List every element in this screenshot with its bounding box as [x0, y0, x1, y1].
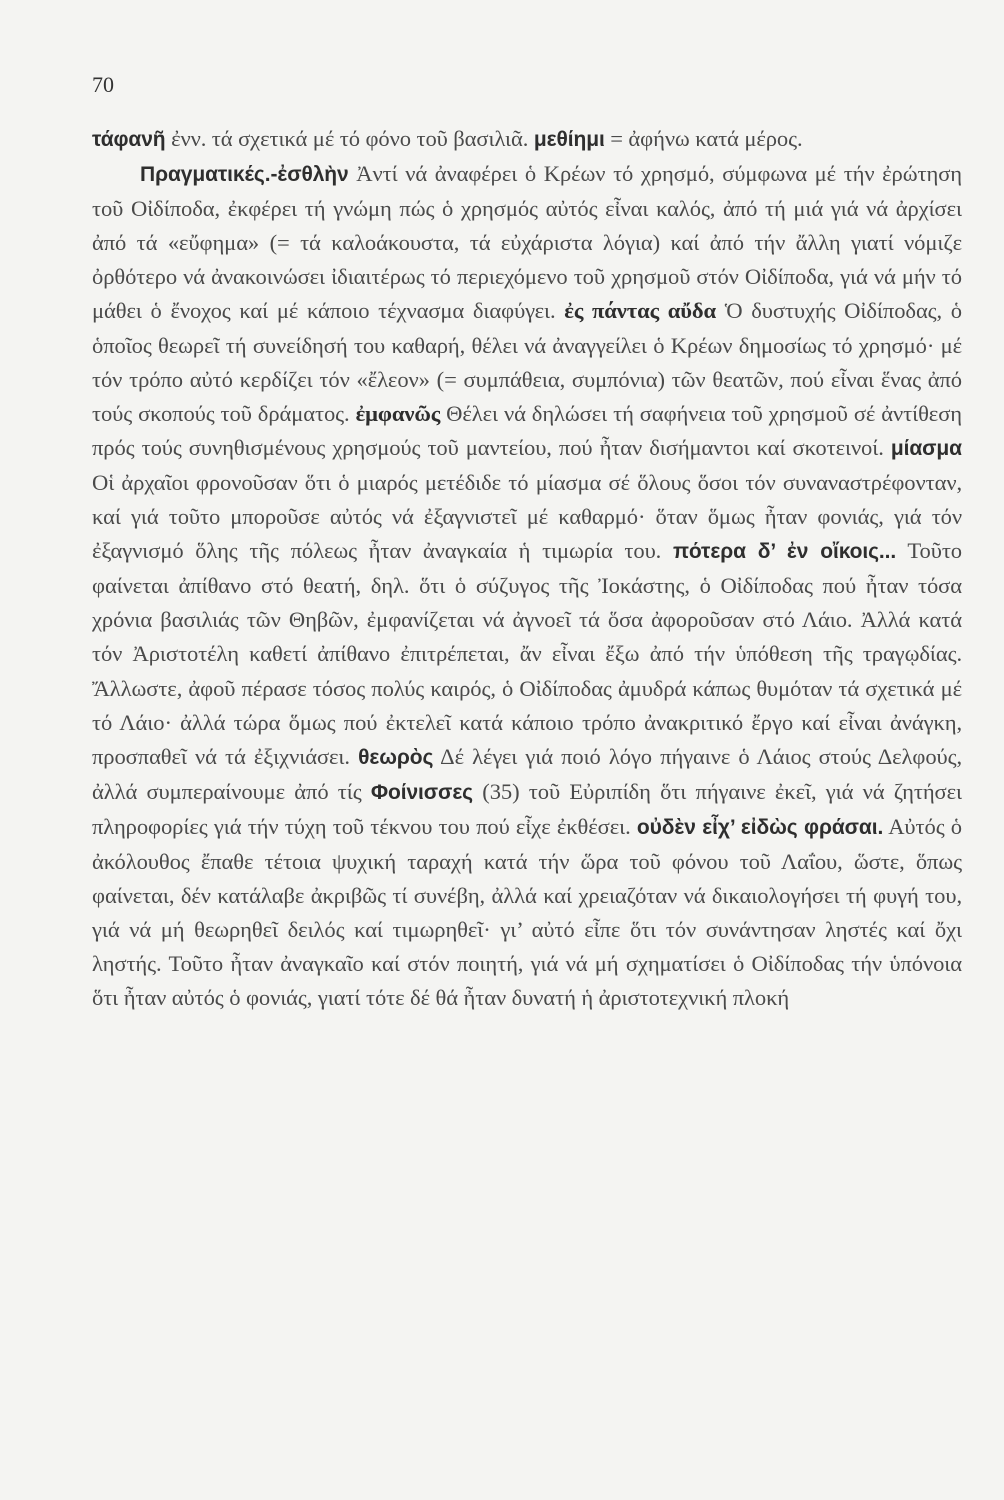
text-segment: Ἀντί νά ἀναφέρει ὁ Κρέων τό χρησμό, σύμφωνα μέ τήν ἐρώτηση τοῦ Οἰδίποδα, ἐκφέρει τή γνώμη πώς ὁ χρησμός αὐτός εἶναι καλός, ἀπό τή μιά γιά νά ἀρχίσει ἀπό τά «εὔφημα» (= τά καλοάκουστα, τά εὐχάριστα λόγια) καί ἀπό τήν ἄλλη γιατί νόμιζε ὀρθότερο νά ἀνακοινώσει ἰδιαιτέρως τό περιεχόμενο τοῦ χρησμοῦ στόν Οἰδίποδα, γιά νά μήν τό μάθει ὁ ἔνοχος καί μέ κάποιο τέχνασμα διαφύγει.	[92, 161, 962, 324]
text-segment: Οἱ ἀρχαῖοι φρονοῦσαν ὅτι ὁ μιαρός μετέδιδε τό μίασμα σέ ὅλους ὅσοι τόν συναναστρέφονταν, καί γιά τοῦτο μποροῦσε αὐτός νά ἐξαγνιστεῖ μέ καθαρμό· ὅταν ὅμως ἦταν φονιάς, γιά τόν ἐξαγνισμό ὅλης τῆς πόλεως ἦταν ἀναγκαία ἡ τιμωρία του.	[92, 469, 962, 564]
text-segment: Ὁ δυστυχής Οἰδίποδας, ὁ ὁποῖος θεωρεῖ τή συνείδησή του καθαρή, θέλει νά ἀναγγείλει ὁ Κρέων δημοσίως τό χρησμό· μέ τόν τρόπο αὐτό κερδίζει τόν «ἔλεον» (= συμπάθεια, συμπόνια) τῶν θεατῶν, πού εἶναι ἕνας ἀπό τούς σκοπούς τοῦ δράματος.	[92, 298, 962, 426]
keyword-phoinissai: Φοίνισσες	[370, 780, 474, 804]
text-segment: Αὐτός ὁ ἀκόλουθος ἔπαθε τέτοια ψυχική ταραχή κατά τήν ὥρα τοῦ φόνου τοῦ Λαΐου, ὥστε, ὅπως φαίνεται, δέν κατάλαβε ἀκριβῶς τί συνέβη, ἀλλά καί χρειαζόταν νά δικαιολογήσει τή φυγή του, γιά νά μή θεωρηθεῖ δειλός καί τιμωρηθεῖ· γι’ αὐτό εἶπε ὅτι τόν συνάντησαν ληστές καί ὄχι ληστής. Τοῦτο ἦταν ἀναγκαῖο καί στόν ποιητή, γιά νά μή σχηματίσει ὁ Οἰδίποδας τήν ὑπόνοια ὅτι ἦταν αὐτός ὁ φονιάς, γιατί τότε δέ θά ἦταν δυνατή ἡ ἀριστοτεχνική πλοκή	[92, 813, 962, 1011]
keyword-ouden-eich-eidos: οὐδὲν εἶχ’ εἰδὼς φράσαι.	[636, 815, 884, 839]
keyword-emphanos: ἐμφανῶς	[355, 400, 441, 426]
keyword-theoros: θεωρὸς	[358, 745, 434, 769]
text-segment: (35) τοῦ Εὐριπίδη ὅτι πήγαινε ἐκεῖ, γιά νά ζητήσει πληροφορίες γιά τήν τύχη τοῦ τέκνου του πού εἶχε ἐκθέσει.	[92, 778, 962, 839]
page-number: 70	[92, 72, 114, 97]
keyword-methiemi: μεθίημι	[533, 128, 605, 151]
text-segment: ἐνν. τά σχετικά μέ τό φόνο τοῦ βασιλιᾶ.	[165, 126, 534, 151]
text-segment: Τοῦτο φαίνεται ἀπίθανο στό θεατή, δηλ. ὅτι ὁ σύζυγος τῆς Ἰοκάστης, ὁ Οἰδίποδας πού ἦταν τόσα χρόνια βασιλιάς τῶν Θηβῶν, ἐμφανίζεται νά ἀγνοεῖ τά ὅσα ἀφοροῦσαν στό Λάιο. Ἀλλά κατά τόν Ἀριστοτέλη καθετί ἀπίθανο ἐπιτρέπεται, ἄν εἶναι ἔξω ἀπό τήν ὑπόθεση τῆς τραγῳδίας. Ἄλλωστε, ἀφοῦ πέρασε τόσος πολύς καιρός, ὁ Οἰδίποδας ἀμυδρά κάπως θυμόταν τά σχετικά μέ τό Λάιο· ἀλλά τώρα ὅμως πού ἐκτελεῖ κατά κάποιο τρόπο ἀνακριτικό ἔργο καί εἶναι ἀνάγκη, προσπαθεῖ νά τά ἐξιχνιάσει.	[92, 538, 962, 769]
paragraph-2	[92, 157, 962, 1015]
keyword-potera-en-oikois: πότερα δ’ ἐν οἴκοις...	[672, 540, 897, 564]
text-segment: Δέ λέγει γιά ποιό λόγο πήγαινε ὁ Λάιος στούς Δελφούς, ἀλλά συμπεραίνουμε ἀπό τίς	[92, 743, 962, 804]
keyword-es-pantas-auda: ἐς πάντας αὔδα	[564, 298, 716, 324]
keyword-taphane: τάφανῆ	[92, 128, 166, 151]
keyword-miasma: μίασμα	[890, 436, 962, 460]
text-segment: = ἀφήνω κατά μέρος.	[604, 126, 803, 151]
commentary-text	[92, 122, 962, 1015]
keyword-pragmatikes-esthlen: Πραγματικές.-ἐσθλὴν	[140, 163, 349, 187]
paragraph-1	[92, 122, 962, 157]
text-segment: Θέλει νά δηλώσει τή σαφήνεια τοῦ χρησμοῦ σέ ἀντίθεση πρός τούς συνηθισμένους χρησμούς τοῦ μαντείου, πού ἦταν δισήμαντοι καί σκοτεινοί.	[92, 400, 962, 460]
